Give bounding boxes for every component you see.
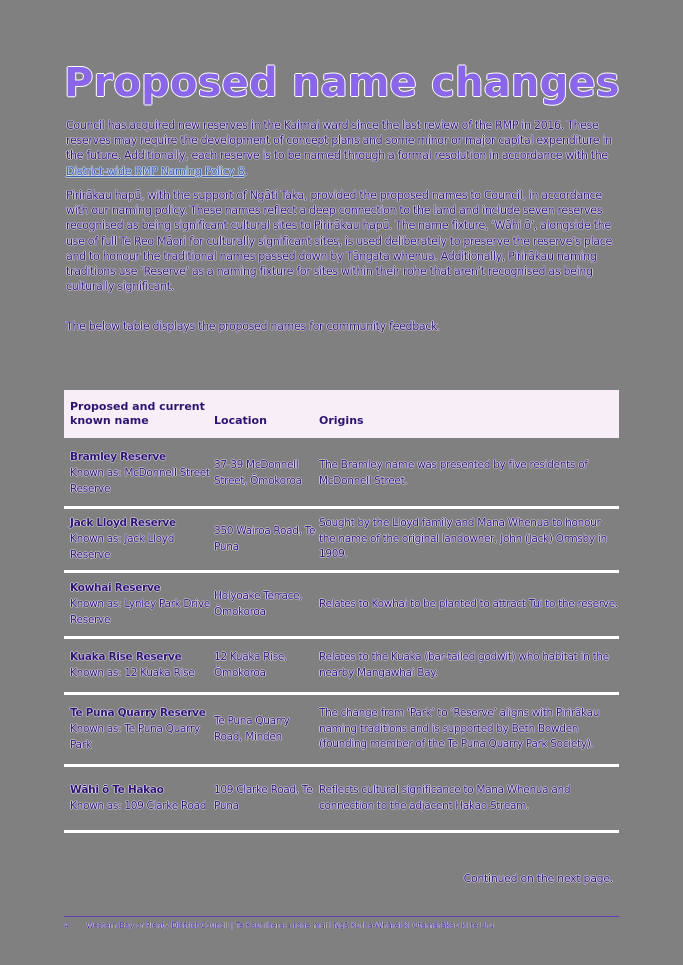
- location-cell: Te Puna Quarry Road, Minden: [214, 715, 290, 743]
- known-as: Known as: Te Puna Quarry Park: [70, 723, 200, 751]
- naming-policy-link[interactable]: District-wide RMP Naming Policy 8: [66, 164, 245, 178]
- page-number: 4: [64, 921, 69, 930]
- intro-paragraph: [66, 118, 614, 179]
- location-cell: 350 Wairoa Road, Te Puna: [214, 525, 316, 553]
- location-cell: Holyoake Terrace, Ōmokoroa: [214, 590, 303, 618]
- proposed-name: Kowhai Reserve: [70, 581, 161, 594]
- naming-paragraph: Pirirākau hapū, with the support of Ngāti Taka, provided the proposed names to Council, in accordance with our naming policy. These names reflect a deep connection to the land and include seven reserves recognised as being significant cultural sites to Pirirākau hapū. The name fixture, ‘Wāhi ō’, alongside the use of full Te Reo Māori for culturally significant sites, is used deliberately to preserve the reserve’s place and to honour the traditional names passed down by Tāngata whenua. Additionally, Pirirākau naming traditions use ‘Reserve’ as a naming fixture for sites within their rohe that aren’t recognised as being culturally significant.: [66, 189, 612, 294]
- table-row: [64, 767, 619, 833]
- location-cell: 109 Clarke Road, Te Puna: [214, 784, 313, 812]
- table-intro-paragraph: The below table displays the proposed names for community feedback.: [66, 320, 441, 333]
- table-row: [64, 509, 619, 573]
- origins-cell: The change from ‘Park’ to ‘Reserve’ aligns with Pirirākau naming traditions and is supported by Beth Bowden (founding member of the Te Puna Quarry Park Society).: [319, 707, 600, 751]
- table-row: [64, 573, 619, 639]
- location-cell: 37-39 McDonnell Street, Ōmokoroa: [214, 459, 302, 487]
- proposed-name: Wāhi ō Te Hakao: [70, 783, 164, 796]
- table-row: [64, 639, 619, 695]
- intro-text: Council has acquired new reserves in the Kaimai ward since the last review of the RMP in 2016. These reserves may require the development of concept plans and some minor or major capital expenditure in the future. Additionally, each reserve is to be named through a formal resolution in accordance with the: [66, 119, 612, 163]
- table-row: [64, 695, 619, 767]
- name-cell: [64, 650, 214, 682]
- intro-suffix: .: [244, 164, 248, 178]
- origins-cell: Sought by the Lloyd family and Mana Whenua to honour the name of the original landowner, John (Jack) Ormsby in 1909.: [319, 517, 607, 561]
- known-as: Known as: 109 Clarke Road: [70, 800, 207, 812]
- header-origins: Origins: [319, 414, 364, 427]
- footer-text: Western Bay of Plenty District Council | Te Kaunihera a rohe mai i Ngā Kuri-a-Whārei ki Otamarākau ki te Uru: [86, 921, 494, 930]
- proposed-name: Kuaka Rise Reserve: [70, 650, 182, 663]
- origins-cell: Reflects cultural significance to Mana Whenua and connection to the adjacent Hakao Stream.: [319, 784, 571, 812]
- page-footer: [64, 921, 494, 930]
- table-row: [64, 441, 619, 509]
- table-header: [64, 390, 619, 438]
- name-changes-table: [64, 390, 619, 833]
- known-as: Known as: Jack Lloyd Reserve: [70, 533, 175, 561]
- name-cell: [64, 581, 214, 629]
- proposed-name: Te Puna Quarry Reserve: [70, 706, 206, 719]
- name-cell: [64, 783, 214, 815]
- proposed-name: Jack Lloyd Reserve: [70, 516, 176, 529]
- name-cell: [64, 706, 214, 754]
- known-as: Known as: 12 Kuaka Rise: [70, 667, 195, 679]
- name-cell: [64, 450, 214, 498]
- known-as: Known as: McDonnell Street Reserve: [70, 467, 210, 495]
- page-title: Proposed name changes: [64, 60, 620, 106]
- name-cell: [64, 516, 214, 564]
- origins-cell: Relates to the Kuaka (bar-tailed godwit) who habitat in the nearby Mangawhai Bay.: [319, 651, 609, 679]
- header-location: Location: [214, 414, 267, 427]
- origins-cell: Relates to Kowhai to be planted to attract Tui to the reserve.: [319, 597, 618, 610]
- origins-cell: The Bramley name was presented by five residents of McDonnell Street.: [319, 459, 588, 487]
- location-cell: 12 Kuaka Rise, Ōmokoroa: [214, 651, 288, 679]
- continued-note: Continued on the next page.: [463, 872, 613, 885]
- header-name: Proposed and current known name: [70, 400, 205, 427]
- footer-divider: [64, 916, 619, 917]
- known-as: Known as: Lynley Park Drive Reserve: [70, 598, 210, 626]
- proposed-name: Bramley Reserve: [70, 450, 166, 463]
